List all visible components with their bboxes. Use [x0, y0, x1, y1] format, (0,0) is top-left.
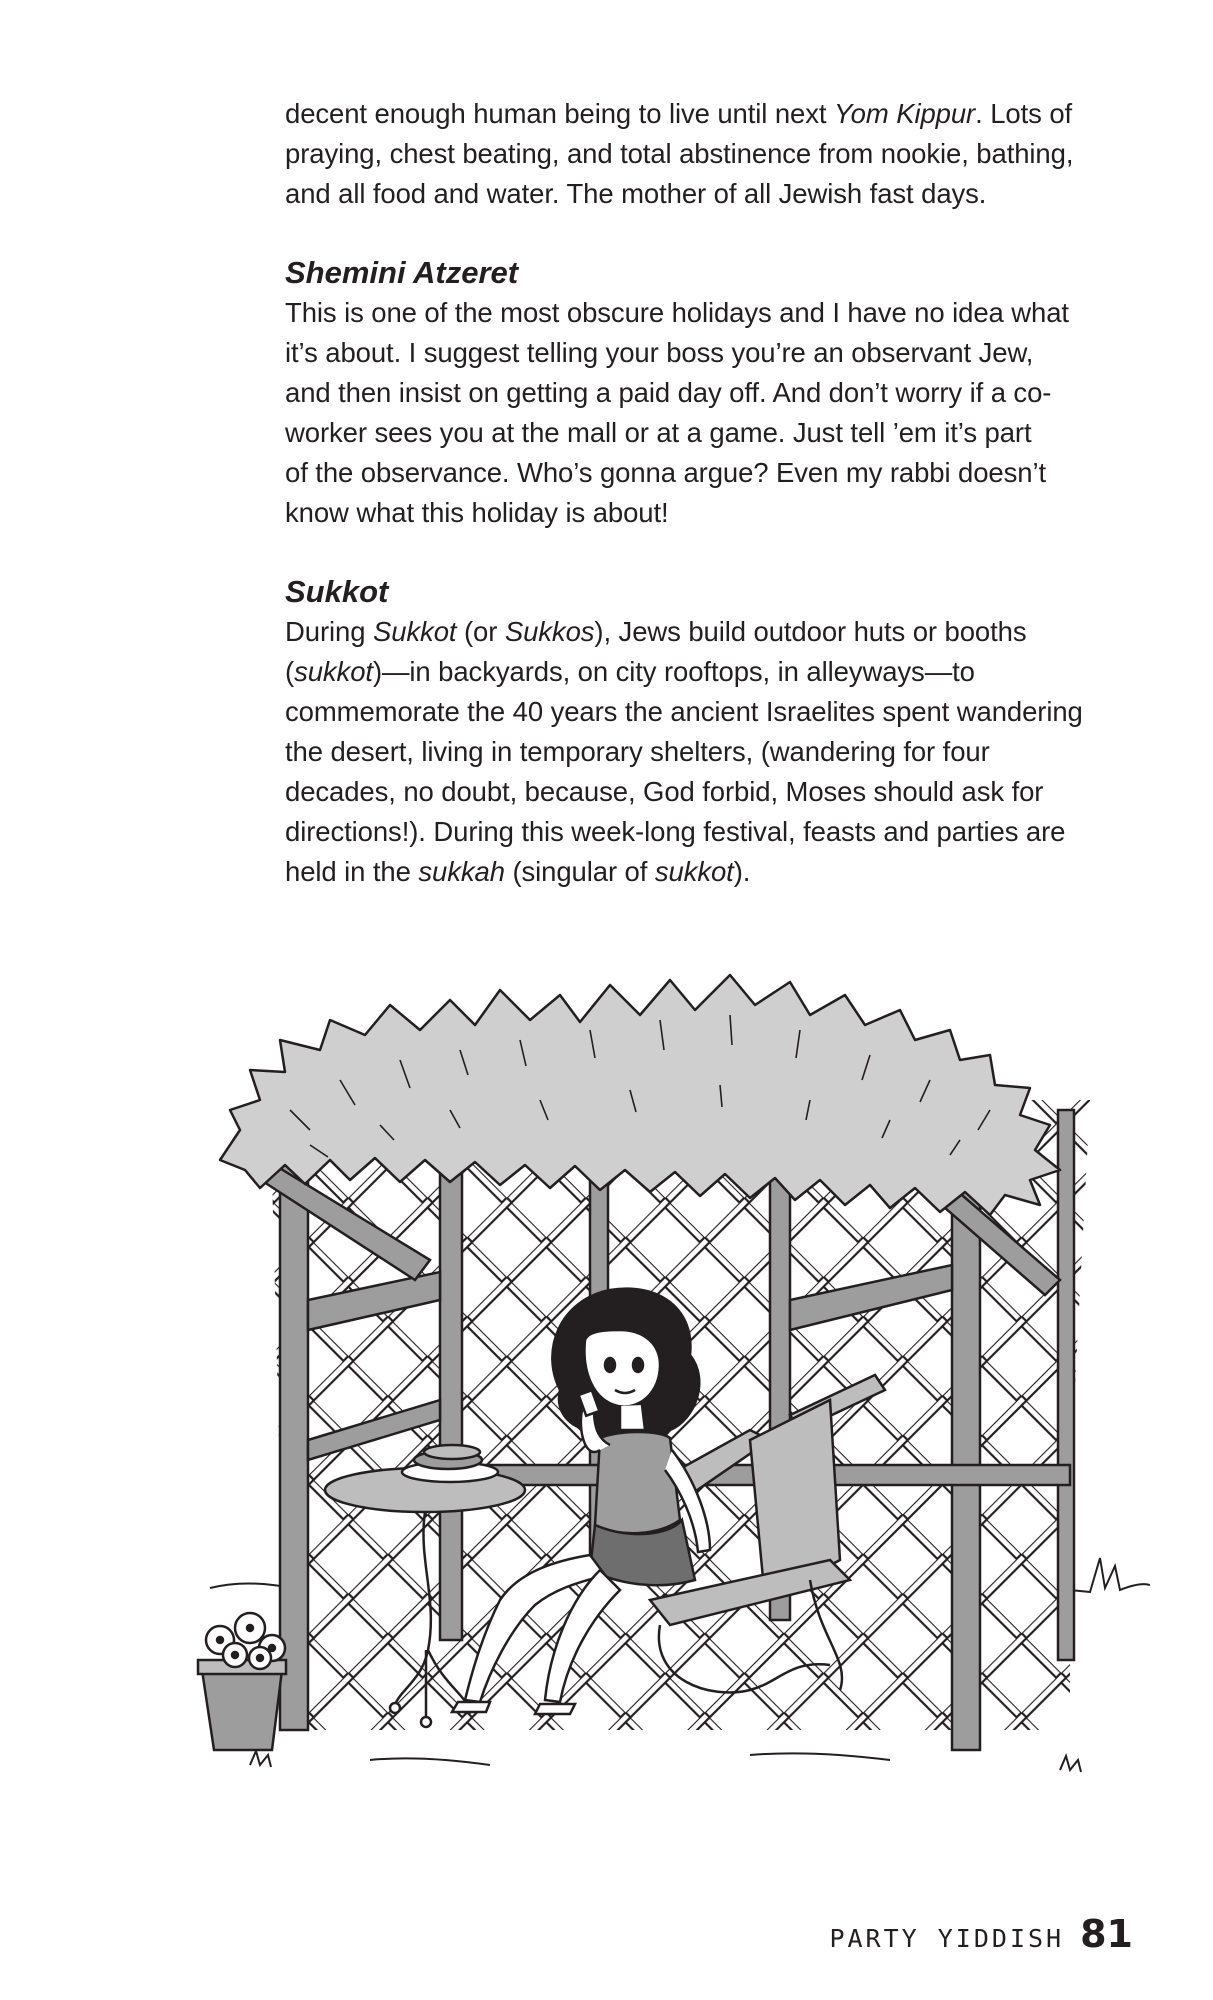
section-shemini-atzeret — [285, 253, 1145, 533]
text-line: decades, no doubt, because, God forbid, Moses should ask for — [285, 776, 1044, 807]
page-number: 81 — [1080, 1912, 1133, 1956]
italic-term: sukkot — [294, 656, 373, 687]
intro-text — [285, 94, 1145, 214]
sukkah-illustration — [190, 960, 1150, 1810]
section-heading: Shemini Atzeret — [285, 255, 519, 290]
text-line: the desert, living in temporary shelters, (wandering for four — [285, 736, 990, 767]
flower-pot — [198, 1613, 286, 1750]
text-line: worker sees you at the mall or at a game. Just tell ’em it’s part — [285, 417, 1032, 448]
section-heading: Sukkot — [285, 574, 389, 609]
section-body — [285, 293, 1145, 533]
italic-term: sukkot — [654, 856, 734, 887]
text-line: commemorate the 40 years the ancient Israelites spent wandering — [285, 696, 1083, 727]
page-footer — [829, 1912, 1133, 1956]
text-line: know what this holiday is about! — [285, 497, 669, 528]
text-line: of the observance. Who’s gonna argue? Even my rabbi doesn’t — [285, 457, 1047, 488]
section-sukkot — [285, 572, 1145, 892]
italic-term: Sukkot — [372, 616, 457, 647]
italic-term: sukkah — [418, 856, 505, 887]
section-body — [285, 612, 1145, 892]
italic-term: Sukkos — [504, 616, 595, 647]
text-line: During Sukkot (or Sukkos), Jews build outdoor huts or booths — [285, 616, 1027, 647]
text-line: (sukkot)—in backyards, on city rooftops, in alleyways—to — [285, 656, 975, 687]
text-line: and all food and water. The mother of all Jewish fast days. — [285, 178, 987, 209]
text-line: praying, chest beating, and total abstinence from nookie, bathing, — [285, 138, 1074, 169]
text-line: This is one of the most obscure holidays and I have no idea what — [285, 297, 1069, 328]
text-line: decent enough human being to live until next Yom Kippur. Lots of — [285, 98, 1073, 129]
text-line: held in the sukkah (singular of sukkot). — [285, 856, 751, 887]
text-line: and then insist on getting a paid day off. And don’t worry if a co- — [285, 377, 1052, 408]
running-footer-title: PARTY YIDDISH — [829, 1924, 1065, 1953]
italic-term: Yom Kippur — [833, 98, 976, 129]
intro-paragraph — [285, 94, 1145, 214]
text-line: it’s about. I suggest telling your boss you’re an observant Jew, — [285, 337, 1034, 368]
text-line: directions!). During this week-long festival, feasts and parties are — [285, 816, 1066, 847]
